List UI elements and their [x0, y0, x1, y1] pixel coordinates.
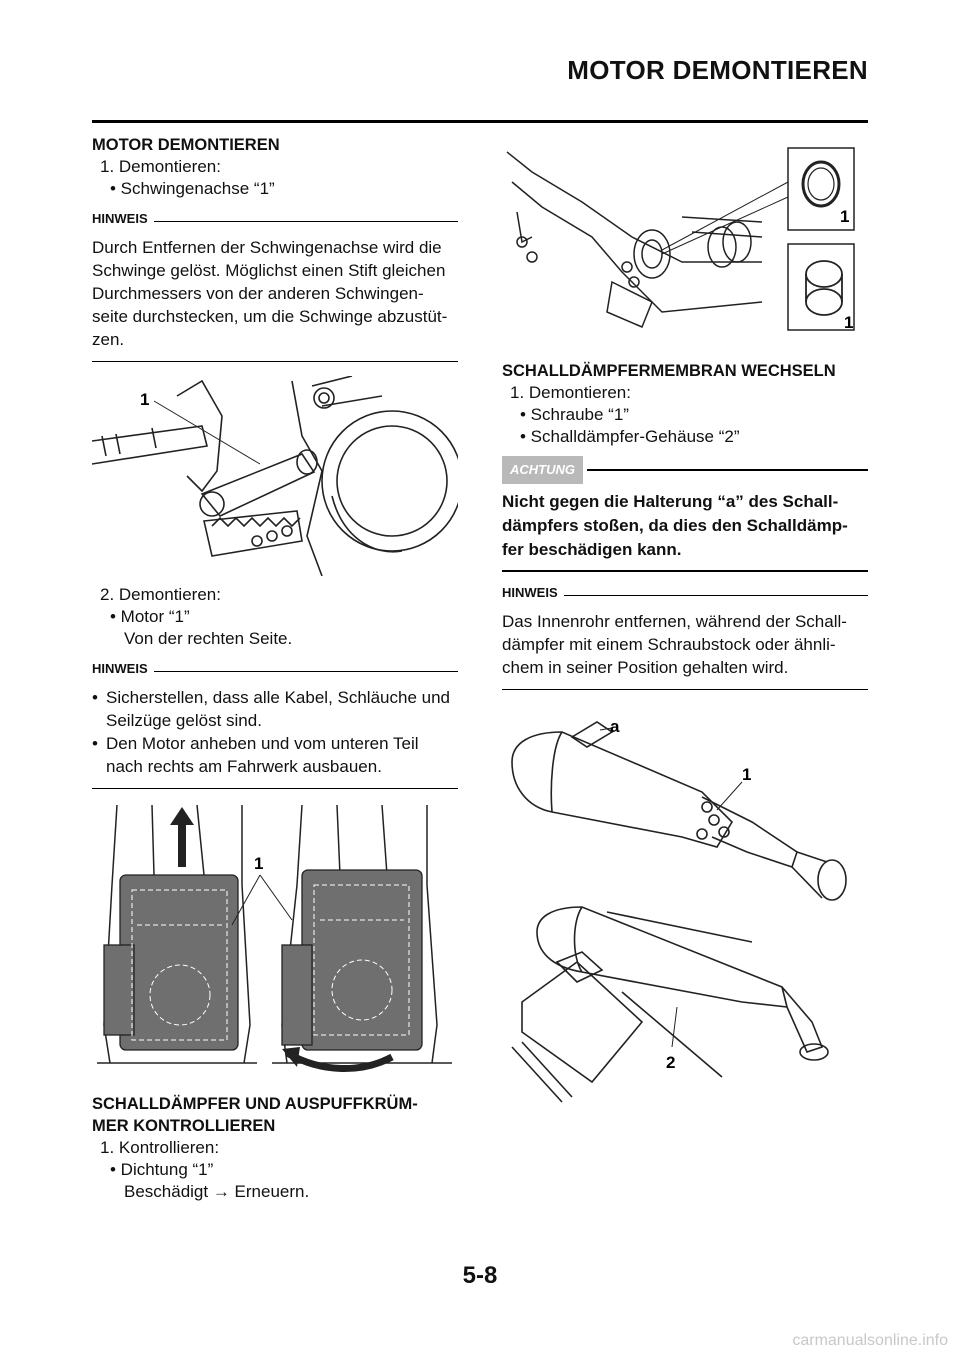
note-header	[502, 582, 868, 604]
note-bullet-list	[92, 686, 458, 778]
step-item: • Schalldämpfer-Gehäuse “2”	[520, 427, 740, 446]
figure-callout: a	[610, 717, 620, 736]
note-header	[92, 208, 458, 230]
exhaust-pipe-gasket-figure	[502, 142, 868, 342]
section-heading: MOTOR DEMONTIEREN	[92, 136, 280, 154]
step-item: • Schraube “1”	[520, 405, 629, 424]
note-end-rule	[502, 689, 868, 690]
step-text: 1. Kontrollieren:	[100, 1138, 220, 1157]
note-label: HINWEIS	[92, 661, 148, 676]
figure-callout: 1	[742, 765, 752, 784]
section-heading: SCHALLDÄMPFERMEMBRAN WECHSELN	[502, 362, 836, 380]
right-column	[502, 142, 868, 1122]
page-number: 5-8	[462, 1262, 498, 1289]
caution-end-rule	[502, 570, 868, 572]
note-end-rule	[92, 788, 458, 789]
figure-callout: 1	[140, 390, 150, 409]
note-label: HINWEIS	[502, 585, 558, 600]
step-item: • Motor “1”	[110, 607, 190, 626]
caution-label: ACHTUNG	[502, 456, 583, 484]
engine-removal-figure	[92, 795, 458, 1085]
section-heading: MER KONTROLLIEREN	[92, 1117, 276, 1135]
page-title: MOTOR DEMONTIEREN	[567, 55, 868, 85]
figure-callout: 1	[254, 854, 264, 873]
note-label: HINWEIS	[92, 211, 148, 226]
section-heading: SCHALLDÄMPFER UND AUSPUFFKRÜM-	[92, 1095, 418, 1113]
note-header	[92, 658, 458, 680]
note-bullet: • Den Motor anheben und vom unteren Teil nach rechts am Fahrwerk ausbauen.	[92, 734, 419, 776]
swingarm-pivot-figure	[92, 376, 458, 576]
note-text: Durch Entfernen der Schwingenachse wird die Schwinge gelöst. Möglichst einen Stift gleichen Durchmessers von der anderen Schwingen-seite durchstecken, um die Schwinge abzustüt-zen.	[92, 238, 448, 349]
note-bullet: • Sicherstellen, dass alle Kabel, Schläuche und Seilzüge gelöst sind.	[92, 688, 450, 730]
note-end-rule	[92, 361, 458, 362]
figure-callout: 1	[840, 207, 850, 226]
step-text: 1. Demontieren:	[100, 157, 221, 176]
note-text: Das Innenrohr entfernen, während der Schall-dämpfer mit einem Schraubstock oder ähnli-chem in seiner Position gehalten wird.	[502, 612, 847, 677]
left-column	[92, 134, 458, 1203]
step-subtext: Beschädigt → Erneuern.	[124, 1182, 310, 1201]
figure-callout: 1	[844, 313, 854, 332]
figure-callout: 2	[666, 1053, 676, 1072]
step-subtext: Von der rechten Seite.	[124, 629, 293, 648]
caution-text: Nicht gegen die Halterung “a” des Schall-dämpfers stoßen, da dies den Schalldämp-fer beschädigen kann.	[502, 492, 848, 559]
caution-header	[502, 456, 868, 484]
step-text: 1. Demontieren:	[510, 383, 631, 402]
step-text: 2. Demontieren:	[100, 585, 221, 604]
silencer-figure	[502, 702, 868, 1122]
step-item: • Dichtung “1”	[110, 1160, 214, 1179]
header-rule	[92, 120, 868, 123]
step-item: • Schwingenachse “1”	[110, 179, 275, 198]
watermark: carmanualsonline.info	[792, 1332, 948, 1349]
